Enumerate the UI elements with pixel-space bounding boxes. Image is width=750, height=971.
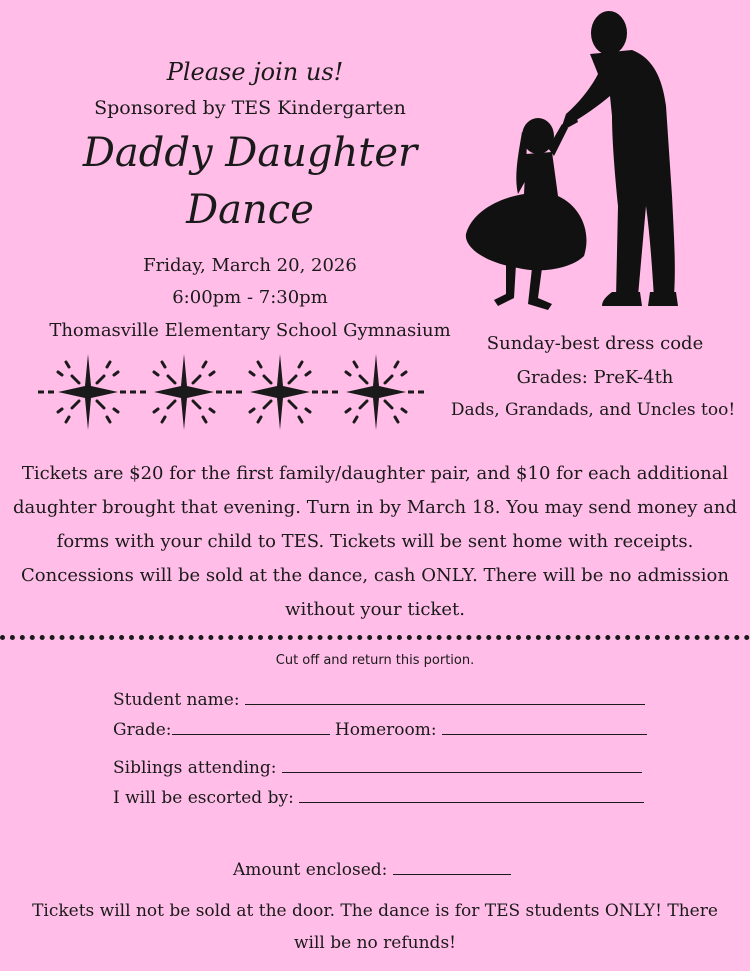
event-title-line2: Dance <box>186 187 314 233</box>
event-time: 6:00pm - 7:30pm <box>172 287 328 308</box>
sponsor-line: Sponsored by TES Kindergarten <box>94 97 406 119</box>
sparkle-icon <box>346 354 406 430</box>
event-date: Friday, March 20, 2026 <box>143 255 357 276</box>
grade-label: Grade: <box>113 720 172 740</box>
invite-heading: Please join us! <box>166 58 344 86</box>
amount-row <box>233 860 511 880</box>
homeroom-label: Homeroom: <box>334 720 437 740</box>
escort-label: I will be escorted by: <box>113 788 294 808</box>
father-daughter-silhouette <box>462 6 684 312</box>
cut-line <box>0 635 750 640</box>
dress-code: Sunday-best dress code <box>486 333 704 354</box>
grades-info: Grades: PreK-4th <box>516 367 674 388</box>
student-name-row <box>113 690 645 710</box>
ticket-info-paragraph: Tickets are $20 for the first family/daughter pair, and $10 for each additional daughter brought that evening. Turn in by March 18. You may send money and forms with your child to TES. Tickets will be sent home with receipts. Concessions will be sold at the dance, cash ONLY. There will be no admission without your ticket. <box>13 463 737 620</box>
grade-homeroom-row <box>113 720 647 740</box>
event-location: Thomasville Elementary School Gymnasium <box>49 320 451 341</box>
homeroom-field[interactable] <box>442 720 647 735</box>
student-name-label: Student name: <box>113 690 240 710</box>
amount-field[interactable] <box>393 860 511 875</box>
escorts-info: Dads, Grandads, and Uncles too! <box>450 400 736 420</box>
siblings-field[interactable] <box>282 758 642 773</box>
sparkle-icon <box>154 354 214 430</box>
footer-notice: Tickets will not be sold at the door. The dance is for TES students ONLY! There will be no refunds! <box>32 901 718 953</box>
sparkle-divider <box>36 352 428 432</box>
cutoff-note: Cut off and return this portion. <box>275 653 475 668</box>
siblings-label: Siblings attending: <box>113 758 277 778</box>
grade-field[interactable] <box>172 720 330 735</box>
event-title-line1: Daddy Daughter <box>82 130 418 176</box>
sparkle-icon <box>250 354 310 430</box>
sparkle-icon <box>58 354 118 430</box>
student-name-field[interactable] <box>245 690 645 705</box>
amount-label: Amount enclosed: <box>233 860 388 880</box>
escort-field[interactable] <box>299 788 644 803</box>
siblings-row <box>113 758 642 778</box>
escort-row <box>113 788 644 808</box>
